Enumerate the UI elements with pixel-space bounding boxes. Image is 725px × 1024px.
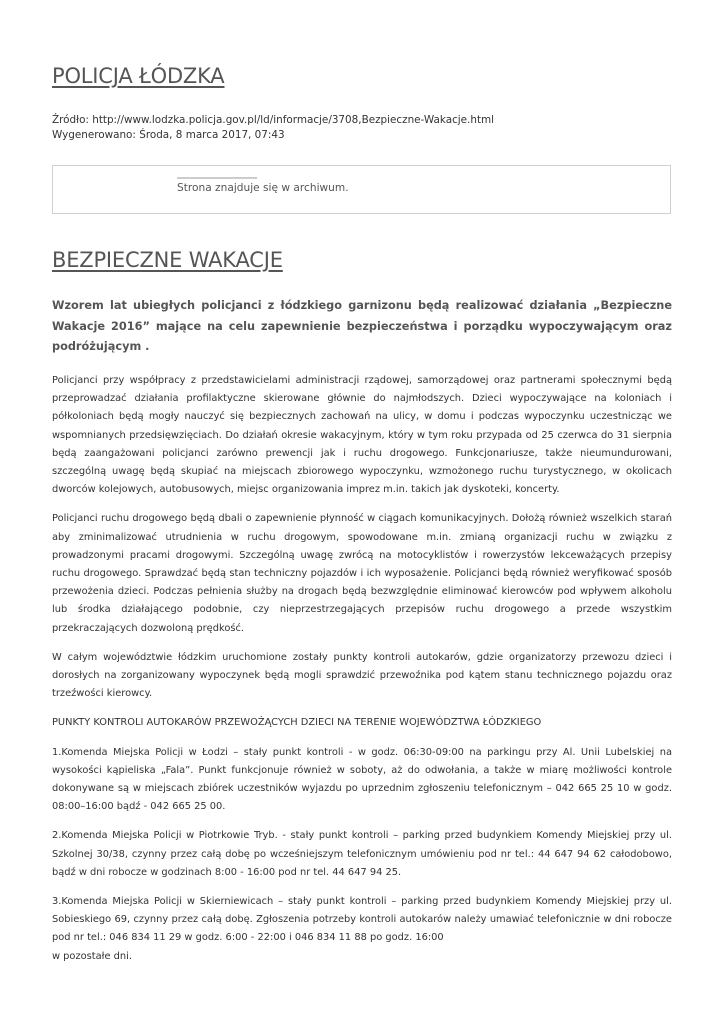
site-title[interactable]: POLICJA ŁÓDZKA <box>52 64 225 88</box>
article-paragraph: Policjanci ruchu drogowego będą dbali o zapewnienie płynność w ciągach komunikacyjnych. Dołożą również wszelkich starań aby zminimalizować utrudnienia w ruchu drogowym, spowodowane m.in. zmianą organizacji ruchu w związku z prowadzonymi pracami drogowymi. Szczególną uwagę zwrócą na motocyklistów i rowerzystów lekceważących przepisy ruchu drogowego. Sprawdzać będą stan techniczny pojazdów i ich wyposażenie. Policjanci będą również weryfikować sposób przewożenia dzieci. Podczas pełnienia służby na drogach będą bezwzględnie eliminować kierowców pod wpływem alkoholu lub środka działającego podobnie, czy nieprzestrzegających przepisów ruchu drogowego a przede wszystkim przekraczających dozwoloną prędkość. <box>52 513 672 634</box>
source-url: Źródło: http://www.lodzka.policja.gov.pl/ld/informacje/3708,Bezpieczne-Wakacje.html <box>52 114 495 126</box>
article-body <box>52 372 672 977</box>
checkpoint-item: 3.Komenda Miejska Policji w Skierniewicach – stały punkt kontroli – parking przed budynkiem Komendy Miejskiej przy ul. Sobieskiego 69, czynny przez całą dobę. Zgłoszenia potrzeby kontroli autokarów należy umawiać telefonicznie w dni robocze pod nr tel.: 046 834 11 29 w godz. 6:00 - 22:00 i 046 834 11 88 po godz. 16:00 w pozostałe dni. <box>52 896 672 962</box>
section-heading: PUNKTY KONTROLI AUTOKARÓW PRZEWOŻĄCYCH DZIECI NA TERENIE WOJEWÓDZTWA ŁÓDZKIEGO <box>52 717 542 729</box>
checkpoint-item: 1.Komenda Miejska Policji w Łodzi – stały punkt kontroli - w godz. 06:30-09:00 na parkingu przy Al. Unii Lubelskiej na wysokości kąpieliska „Fala”. Punkt funkcjonuje również w soboty, aż do odwołania, a także w miarę możliwości kontrole dokonywane są w miejscach zbiórek uczestników wyjazdu po uprzednim zgłoszeniu telefonicznym – 042 665 25 10 w godz. 08:00–16:00 bądź - 042 665 25 00. <box>52 746 672 813</box>
archive-divider <box>177 177 257 179</box>
article-paragraph: Policjanci przy współpracy z przedstawicielami administracji rządowej, samorządowej oraz partnerami społecznymi będą przeprowadzać działania profilaktyczne skierowane głównie do najmłodszych. Dzieci wypoczywające na koloniach i półkoloniach będą mogły nauczyć się bezpiecznych zachowań na ulicy, w domu i podczas wypoczynku uczestnicząc we wspomnianych przedsięwzięciach. Do działań okresie wakacyjnym, który w tym roku przypada od 25 czerwca do 31 sierpnia będą zaangażowani policjanci zarówno prewencji jak i ruchu drogowego. Funkcjonariusze, także nieumundurowani, szczególną uwagę będą skupiać na miejscach zbiorowego wypoczynku, wzmożonego ruchu turystycznego, w okolicach dworców kolejowych, autobusowych, miejsc organizowania imprez m.in. takich jak dyskoteki, koncerty. <box>52 375 672 496</box>
archive-notice-box <box>52 165 671 214</box>
archive-notice: Strona znajduje się w archiwum. <box>177 182 349 194</box>
checkpoint-item: 2.Komenda Miejska Policji w Piotrkowie Tryb. - stały punkt kontroli – parking przed budynkiem Komendy Miejskiej przy ul. Szkolnej 30/38, czynny przez całą dobę po wcześniejszym telefonicznym umówieniu pod nr tel.: 44 647 94 62 całodobowo, bądź w dni robocze w godzinach 8:00 - 16:00 pod nr tel. 44 647 94 25. <box>52 830 672 878</box>
document-meta <box>52 113 494 143</box>
article-title[interactable]: BEZPIECZNE WAKACJE <box>52 248 283 272</box>
article-lead: Wzorem lat ubiegłych policjanci z łódzkiego garnizonu będą realizować działania „Bezpieczne Wakacje 2016” mające na celu zapewnienie bezpieczeństwa i porządku wypoczywającym oraz podróżującym . <box>52 299 672 354</box>
article-paragraph: W całym województwie łódzkim uruchomione zostały punkty kontroli autokarów, gdzie organizatorzy przewozu dzieci i dorosłych na zorganizowany wypoczynek będą mogli sprawdzić przewoźnika pod kątem stanu technicznego pojazdu oraz trzeźwości kierowcy. <box>52 651 672 700</box>
generated-date: Wygenerowano: Środa, 8 marca 2017, 07:43 <box>52 129 285 141</box>
